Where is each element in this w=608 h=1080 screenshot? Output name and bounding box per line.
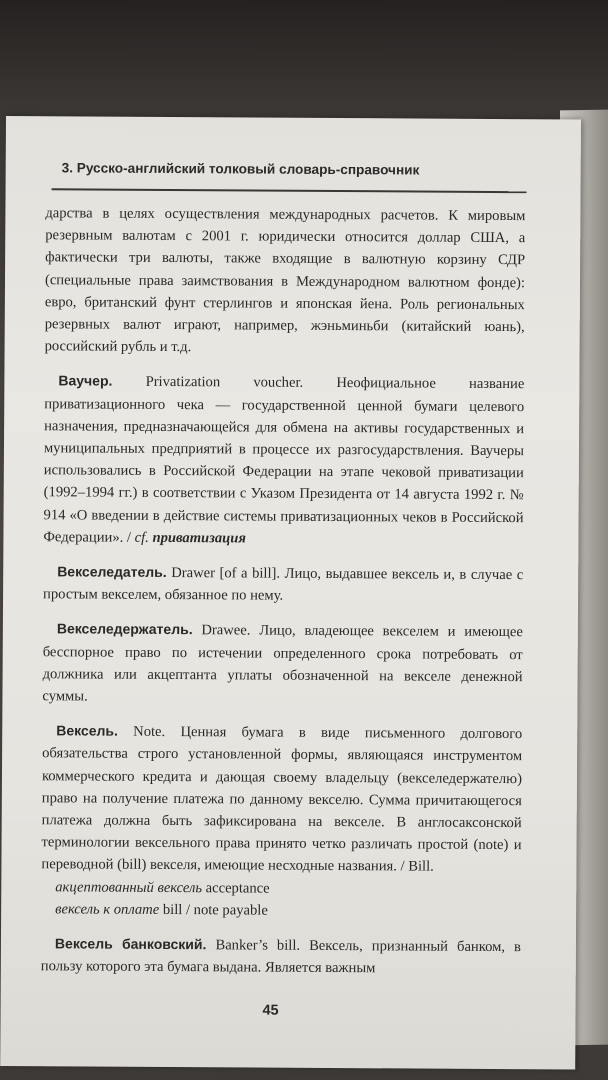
entry-english: Banker’s bill. (206, 937, 301, 954)
book-page (0, 116, 581, 1069)
entry-vekseledatel (43, 560, 523, 608)
phrase-english: bill / note payable (159, 901, 268, 919)
entry-definition: Неофициальное название приватизационного чека — государственной ценной бумаги целевого назначения, предназначающейся для обмена на активы государственных и муниципальных предприятий в процессе их разгосударствления. Ваучеры использовались в Российской Федерации на этапе чековой приватизации (1992–1994 гг.) в соответствии с Указом Президента от 14 августа 1992 г. № 914 «О введении в действие системы приватизационных чеков в Российской Федерации». / (43, 375, 525, 546)
entry-term: Вексель. (56, 722, 118, 739)
entry-english: Drawer [of a bill]. (166, 565, 281, 582)
entry-definition: Лицо, выдавшее вексель и, в случае с простым векселем, обязанное по нему. (43, 565, 524, 604)
entry-vaucher (43, 370, 524, 552)
intro-paragraph: дарства в целях осуществления международных расчетов. К мировым резервным валютам с 2001 г. юридически относится доллар США, а фактически три валюты, также входящие в валютную корзину СДР (специальные права заимствования в Международном валютном фонде): евро, британский фунт стерлингов и японская йена. Роль региональных резервных валют играют, например, жэньминьби (китайский юань), российский рубль и т.д. (44, 205, 526, 356)
entry-vekseledergatel (42, 618, 523, 711)
entry-term: Ваучер. (58, 372, 113, 390)
cf-term: приватизация (148, 529, 246, 547)
page-number: 45 (262, 1002, 279, 1019)
entry-term: Векселедержатель. (56, 620, 193, 638)
entry-english: Note. (117, 723, 166, 741)
phrase-line (41, 876, 521, 901)
entry-veksel-bankovsky (41, 932, 521, 980)
running-header: 3. Русско-английский толковый словарь-справочник (61, 160, 420, 178)
header-rule (52, 188, 527, 192)
entry-term: Векселедатель. (57, 563, 167, 581)
entry-english: Privatization voucher. (112, 374, 304, 392)
cf-prefix: cf. (134, 529, 149, 546)
entry-english: Drawee. (192, 622, 251, 639)
page-body (41, 202, 526, 992)
entry-definition: Лицо, владеющее векселем и имеющее бесспорное право по истечении определенного срока потребовать от должника или акцептанта уплаты обозначенной на векселе денежной суммы. (42, 622, 523, 705)
phrase-english: acceptance (201, 879, 270, 897)
entry-definition: Вексель, признанный банком, в пользу которого эта бумага выдана. Является важным (40, 937, 521, 977)
entry-definition: Ценная бумага в виде письменного долгового обязательства строго установленной формы, являющаяся инструментом коммерческого кредита и дающая своему владельцу (векселедержателю) право на получение платежа по данному векселю. Сумма причитающегося платежа должна быть зафиксирована на векселе. В англосаксонской терминологии вексельного права принято четко различать простой (note) и переводной (bill) векселя, имеющие несходные названия. / Bill. (41, 724, 523, 876)
phrase-russian: акцептованный вексель (55, 879, 203, 896)
entry-term: Вексель банковский. (54, 935, 207, 953)
entry-veksel (41, 719, 522, 878)
phrase-line (41, 898, 521, 923)
phrase-russian: вексель к оплате (55, 901, 160, 918)
